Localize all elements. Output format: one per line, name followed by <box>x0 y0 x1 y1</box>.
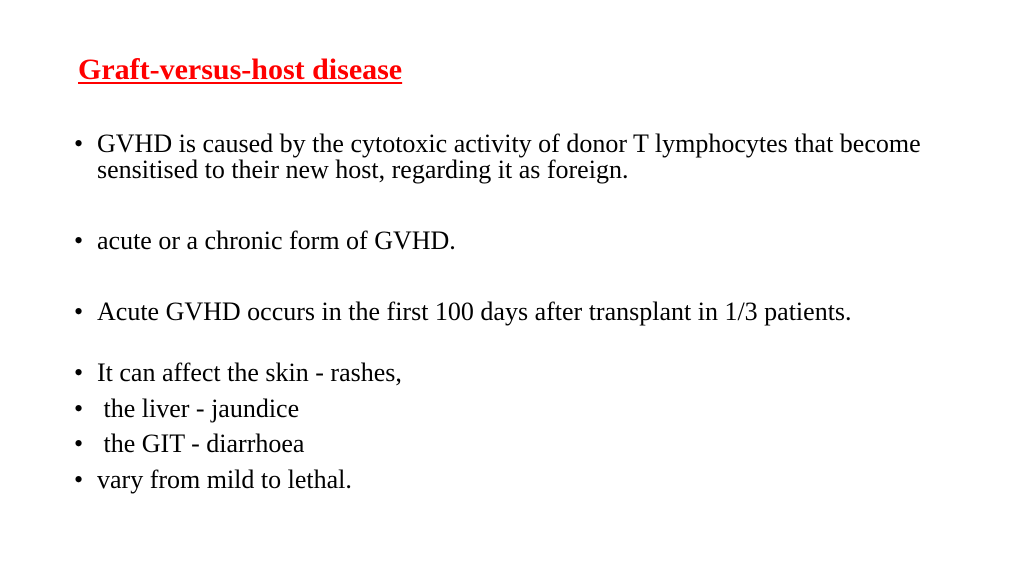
bullet-text: GVHD is caused by the cytotoxic activity of donor T lymphocytes that become sensitised to their new host, regarding it as foreign. <box>97 129 928 184</box>
bullet-item <box>74 360 974 386</box>
bullet-dot: • <box>74 394 84 423</box>
bullet-item <box>74 299 974 325</box>
bullet-text: the liver - jaundice <box>97 394 300 423</box>
bullet-text: the GIT - diarrhoea <box>97 429 305 458</box>
bullet-dot: • <box>74 297 84 326</box>
bullet-dot: • <box>74 358 84 387</box>
bullet-item <box>74 431 974 457</box>
bullet-dot: • <box>74 429 84 458</box>
bullet-dot: • <box>74 226 84 255</box>
bullet-item <box>74 467 974 493</box>
bullet-item <box>74 396 974 422</box>
slide-title: Graft-versus-host disease <box>78 53 403 86</box>
bullet-text: It can affect the skin - rashes, <box>97 358 402 387</box>
bullet-dot: • <box>74 129 84 158</box>
bullet-item <box>74 131 974 183</box>
bullet-text: vary from mild to lethal. <box>97 465 352 494</box>
bullet-text: Acute GVHD occurs in the first 100 days after transplant in 1/3 patients. <box>97 297 852 326</box>
bullet-text: acute or a chronic form of GVHD. <box>97 226 456 255</box>
bullet-item <box>74 228 974 254</box>
bullet-dot: • <box>74 465 84 494</box>
